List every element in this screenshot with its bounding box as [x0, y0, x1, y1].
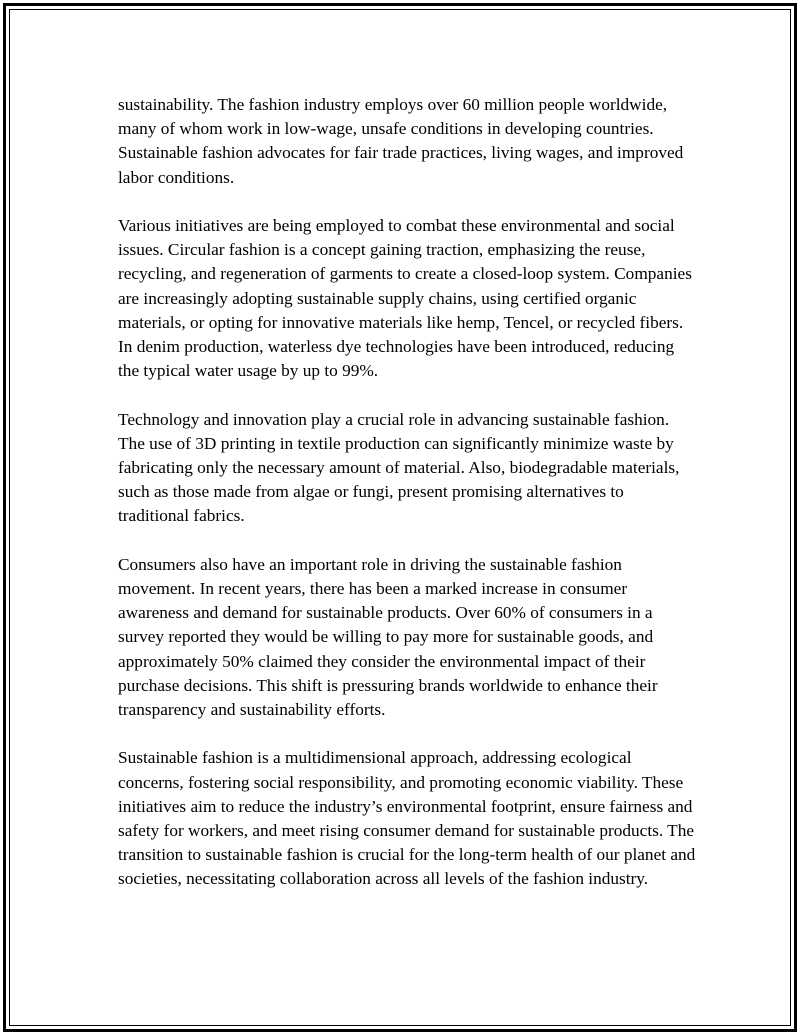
paragraph-conclusion: Sustainable fashion is a multidimensional approach, addressing ecological concerns, fostering social responsibility, and promoting economic viability. These initiatives aim to reduce the industry’s environmental footprint, ensure fairness and safety for workers, and meet rising consumer demand for sustainable products. The transition to sustainable fashion is crucial for the long-term health of our planet and societies, necessitating collaboration across all levels of the fashion industry.: [118, 748, 696, 889]
paragraph-initiatives: Various initiatives are being employed to combat these environmental and social issues. Circular fashion is a concept gaining traction, emphasizing the reuse, recycling, and regeneration of garments to create a closed-loop system. Companies are increasingly adopting sustainable supply chains, using certified organic materials, or opting for innovative materials like hemp, Tencel, or recycled fibers. In denim production, waterless dye technologies have been introduced, reducing the typical water usage by up to 99%.: [118, 216, 692, 381]
paragraph-consumers: Consumers also have an important role in driving the sustainable fashion movement. In recent years, there has been a marked increase in consumer awareness and demand for sustainable products. Over 60% of consumers in a survey reported they would be willing to pay more for sustainable goods, and approximately 50% claimed they consider the environmental impact of their purchase decisions. This shift is pressuring brands worldwide to enhance their transparency and sustainability efforts.: [118, 554, 658, 720]
document-body: [118, 93, 698, 892]
paragraph-technology: Technology and innovation play a crucial role in advancing sustainable fashion. The use of 3D printing in textile production can significantly minimize waste by fabricating only the necessary amount of material. Also, biodegradable materials, such as those made from algae or fungi, present promising alternatives to traditional fabrics.: [118, 409, 680, 526]
paragraph-labor-conditions: sustainability. The fashion industry employs over 60 million people worldwide, many of whom work in low-wage, unsafe conditions in developing countries. Sustainable fashion advocates for fair trade practices, living wages, and improved labor conditions.: [118, 95, 684, 187]
